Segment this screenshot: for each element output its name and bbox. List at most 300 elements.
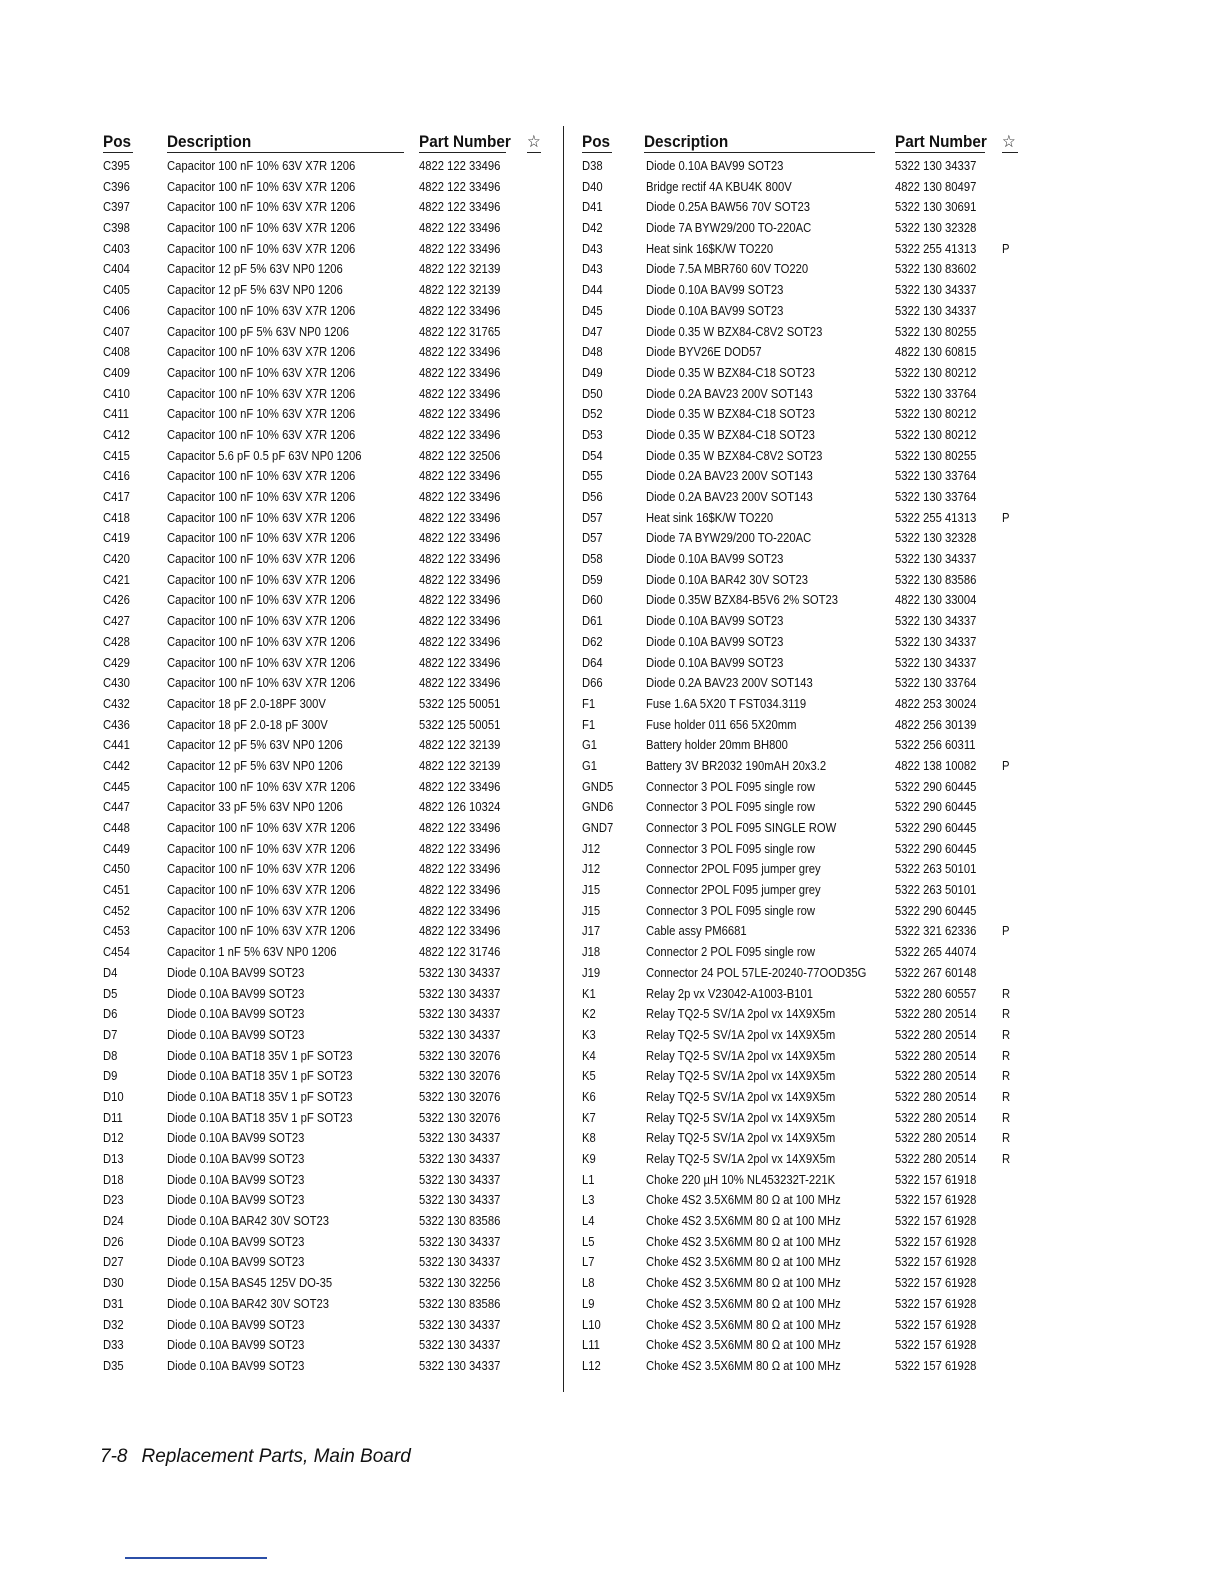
right-parts-table bbox=[582, 128, 1022, 1377]
star-icon: ☆ bbox=[1002, 132, 1016, 151]
pos-cell: K8 bbox=[582, 1131, 596, 1146]
table-row bbox=[103, 466, 543, 487]
pos-cell: D35 bbox=[103, 1358, 124, 1373]
table-row bbox=[582, 694, 1022, 715]
part-number-cell: 5322 125 50051 bbox=[419, 717, 501, 732]
table-row bbox=[582, 528, 1022, 549]
table-row bbox=[582, 1315, 1022, 1336]
part-number-cell: 4822 122 33496 bbox=[419, 924, 501, 939]
part-number-cell: 5322 130 32076 bbox=[419, 1069, 501, 1084]
part-number-cell: 5322 157 61928 bbox=[895, 1193, 977, 1208]
description-cell: Capacitor 12 pF 5% 63V NP0 1206 bbox=[167, 283, 343, 298]
description-cell: Diode 0.35W BZX84-B5V6 2% SOT23 bbox=[646, 593, 838, 608]
flag-cell: P bbox=[1002, 924, 1010, 939]
description-cell: Capacitor 100 nF 10% 63V X7R 1206 bbox=[167, 883, 356, 898]
pos-cell: F1 bbox=[582, 696, 596, 711]
part-number-cell: 5322 157 61928 bbox=[895, 1214, 977, 1229]
table-row bbox=[103, 1190, 543, 1211]
part-number-cell: 4822 122 33496 bbox=[419, 510, 501, 525]
table-row bbox=[103, 1211, 543, 1232]
table-row bbox=[582, 177, 1022, 198]
description-cell: Capacitor 100 nF 10% 63V X7R 1206 bbox=[167, 572, 356, 587]
pos-cell: L5 bbox=[582, 1234, 595, 1249]
part-number-cell: 4822 122 33496 bbox=[419, 862, 501, 877]
flag-cell: R bbox=[1002, 1131, 1011, 1146]
table-row bbox=[103, 590, 543, 611]
pos-cell: D41 bbox=[582, 200, 603, 215]
star-icon: ☆ bbox=[527, 132, 541, 151]
pos-cell: K3 bbox=[582, 1027, 596, 1042]
table-row bbox=[103, 715, 543, 736]
table-row bbox=[103, 984, 543, 1005]
pos-cell: C419 bbox=[103, 531, 130, 546]
table-row bbox=[582, 570, 1022, 591]
pos-cell: C397 bbox=[103, 200, 130, 215]
description-cell: Diode 0.10A BAV99 SOT23 bbox=[167, 1193, 305, 1208]
part-number-cell: 4822 122 33496 bbox=[419, 883, 501, 898]
description-header: Description bbox=[167, 132, 252, 151]
description-cell: Diode 0.10A BAV99 SOT23 bbox=[167, 1234, 305, 1249]
pos-cell: D49 bbox=[582, 365, 603, 380]
pos-cell: C420 bbox=[103, 552, 130, 567]
part-number-cell: 4822 122 32506 bbox=[419, 448, 501, 463]
right-table-body bbox=[582, 156, 1022, 1377]
pos-cell: C398 bbox=[103, 221, 130, 236]
table-row bbox=[582, 963, 1022, 984]
table-row bbox=[582, 466, 1022, 487]
part-number-cell: 5322 267 60148 bbox=[895, 965, 977, 980]
description-cell: Fuse 1.6A 5X20 T FST034.3119 bbox=[646, 696, 807, 711]
table-row bbox=[582, 1232, 1022, 1253]
description-cell: Heat sink 16$K/W TO220 bbox=[646, 510, 774, 525]
description-cell: Diode 0.35 W BZX84-C8V2 SOT23 bbox=[646, 448, 823, 463]
description-cell: Choke 4S2 3.5X6MM 80 Ω at 100 MHz bbox=[646, 1276, 841, 1291]
part-number-cell: 5322 130 32328 bbox=[895, 531, 977, 546]
section-number: 7-8 bbox=[100, 1446, 128, 1467]
description-cell: Relay TQ2-5 SV/1A 2pol vx 14X9X5m bbox=[646, 1110, 836, 1125]
description-cell: Relay TQ2-5 SV/1A 2pol vx 14X9X5m bbox=[646, 1089, 836, 1104]
flag-cell: P bbox=[1002, 241, 1010, 256]
part-number-cell: 5322 130 34337 bbox=[419, 1152, 501, 1166]
part-number-cell: 5322 280 20514 bbox=[895, 1089, 977, 1104]
part-number-cell: 4822 130 60815 bbox=[895, 345, 977, 360]
pos-cell: D12 bbox=[103, 1131, 124, 1146]
description-cell: Diode 0.10A BAV99 SOT23 bbox=[167, 1255, 305, 1270]
description-cell: Diode 0.2A BAV23 200V SOT143 bbox=[646, 386, 813, 401]
description-cell: Capacitor 100 nF 10% 63V X7R 1206 bbox=[167, 552, 356, 567]
part-number-cell: 4822 122 33496 bbox=[419, 365, 501, 380]
table-row bbox=[103, 1335, 543, 1356]
part-number-cell: 4822 122 33496 bbox=[419, 221, 501, 236]
pos-cell: GND5 bbox=[582, 779, 614, 794]
table-row bbox=[582, 673, 1022, 694]
pos-cell: K2 bbox=[582, 1007, 596, 1022]
pos-cell: C447 bbox=[103, 800, 130, 815]
table-row bbox=[582, 322, 1022, 343]
description-cell: Bridge rectif 4A KBU4K 800V bbox=[646, 179, 792, 194]
description-cell: Capacitor 33 pF 5% 63V NP0 1206 bbox=[167, 800, 343, 815]
table-row bbox=[103, 508, 543, 529]
description-cell: Diode 0.10A BAV99 SOT23 bbox=[167, 1317, 305, 1332]
pos-cell: K6 bbox=[582, 1089, 596, 1104]
description-cell: Diode 0.10A BAV99 SOT23 bbox=[167, 1338, 305, 1353]
table-row bbox=[103, 1004, 543, 1025]
description-cell: Connector 2 POL F095 single row bbox=[646, 945, 816, 960]
pos-cell: J17 bbox=[582, 924, 601, 939]
description-cell: Capacitor 100 nF 10% 63V X7R 1206 bbox=[167, 241, 356, 256]
pos-cell: D6 bbox=[103, 1007, 118, 1022]
table-row bbox=[582, 1170, 1022, 1191]
part-number-cell: 4822 122 33496 bbox=[419, 779, 501, 794]
pos-cell: L3 bbox=[582, 1193, 595, 1208]
description-cell: Capacitor 100 nF 10% 63V X7R 1206 bbox=[167, 221, 356, 236]
pos-cell: D38 bbox=[582, 159, 603, 173]
part-number-cell: 5322 130 34337 bbox=[419, 1193, 501, 1208]
part-number-cell: 5322 157 61928 bbox=[895, 1296, 977, 1311]
description-cell: Capacitor 100 nF 10% 63V X7R 1206 bbox=[167, 841, 356, 856]
part-number-cell: 5322 290 60445 bbox=[895, 841, 977, 856]
pos-cell: L4 bbox=[582, 1214, 595, 1229]
pos-cell: L10 bbox=[582, 1317, 601, 1332]
part-number-cell: 5322 130 80212 bbox=[895, 365, 977, 380]
description-cell: Capacitor 100 nF 10% 63V X7R 1206 bbox=[167, 924, 356, 939]
pos-cell: L8 bbox=[582, 1276, 595, 1291]
pos-cell: C445 bbox=[103, 779, 130, 794]
description-cell: Capacitor 100 nF 10% 63V X7R 1206 bbox=[167, 200, 356, 215]
part-number-cell: 5322 130 34337 bbox=[419, 986, 501, 1001]
table-row bbox=[582, 859, 1022, 880]
description-cell: Diode BYV26E DOD57 bbox=[646, 345, 762, 360]
table-row bbox=[103, 694, 543, 715]
description-cell: Capacitor 100 nF 10% 63V X7R 1206 bbox=[167, 614, 356, 629]
pos-cell: D7 bbox=[103, 1027, 118, 1042]
table-row bbox=[103, 839, 543, 860]
table-row bbox=[582, 342, 1022, 363]
description-cell: Capacitor 100 nF 10% 63V X7R 1206 bbox=[167, 490, 356, 504]
part-number-cell: 5322 130 34337 bbox=[895, 634, 977, 649]
pos-cell: G1 bbox=[582, 738, 598, 753]
table-row bbox=[103, 342, 543, 363]
pos-cell: D33 bbox=[103, 1338, 124, 1353]
description-cell: Fuse holder 011 656 5X20mm bbox=[646, 717, 797, 732]
table-row bbox=[103, 735, 543, 756]
description-cell: Relay TQ2-5 SV/1A 2pol vx 14X9X5m bbox=[646, 1048, 836, 1063]
description-cell: Diode 0.10A BAV99 SOT23 bbox=[646, 655, 784, 670]
table-row bbox=[582, 1211, 1022, 1232]
table-row bbox=[582, 549, 1022, 570]
description-cell: Diode 0.10A BAR42 30V SOT23 bbox=[646, 572, 808, 587]
pos-cell: D8 bbox=[103, 1048, 118, 1063]
table-row bbox=[582, 487, 1022, 508]
pos-cell: L11 bbox=[582, 1338, 600, 1353]
part-number-cell: 4822 122 32139 bbox=[419, 283, 501, 298]
table-row bbox=[103, 859, 543, 880]
description-cell: Relay TQ2-5 SV/1A 2pol vx 14X9X5m bbox=[646, 1027, 836, 1042]
description-cell: Capacitor 100 nF 10% 63V X7R 1206 bbox=[167, 593, 356, 608]
description-cell: Diode 0.10A BAV99 SOT23 bbox=[646, 283, 784, 298]
description-cell: Relay TQ2-5 SV/1A 2pol vx 14X9X5m bbox=[646, 1152, 836, 1166]
description-cell: Choke 4S2 3.5X6MM 80 Ω at 100 MHz bbox=[646, 1296, 841, 1311]
description-cell: Diode 0.35 W BZX84-C18 SOT23 bbox=[646, 365, 815, 380]
table-row bbox=[103, 425, 543, 446]
part-number-cell: 5322 130 33764 bbox=[895, 386, 977, 401]
table-row bbox=[582, 1356, 1022, 1377]
part-number-cell: 5322 290 60445 bbox=[895, 903, 977, 918]
description-cell: Capacitor 100 nF 10% 63V X7R 1206 bbox=[167, 386, 356, 401]
table-row bbox=[582, 984, 1022, 1005]
underline bbox=[103, 152, 133, 153]
part-number-cell: 5322 125 50051 bbox=[419, 696, 501, 711]
table-row bbox=[103, 963, 543, 984]
table-row bbox=[103, 549, 543, 570]
table-row bbox=[582, 508, 1022, 529]
pos-cell: C436 bbox=[103, 717, 130, 732]
part-number-cell: 5322 130 83602 bbox=[895, 262, 977, 277]
description-cell: Connector 3 POL F095 SINGLE ROW bbox=[646, 821, 837, 835]
part-number-cell: 5322 130 34337 bbox=[419, 965, 501, 980]
table-row bbox=[582, 1294, 1022, 1315]
pos-cell: L1 bbox=[582, 1172, 595, 1187]
pos-cell: D43 bbox=[582, 241, 603, 256]
description-cell: Capacitor 100 nF 10% 63V X7R 1206 bbox=[167, 179, 356, 194]
table-row bbox=[582, 880, 1022, 901]
description-cell: Diode 0.15A BAS45 125V DO-35 bbox=[167, 1276, 333, 1291]
description-cell: Diode 7A BYW29/200 TO-220AC bbox=[646, 531, 812, 546]
part-number-cell: 5322 130 80255 bbox=[895, 324, 977, 339]
pos-cell: D11 bbox=[103, 1110, 123, 1125]
table-row bbox=[582, 1252, 1022, 1273]
part-number-cell: 5322 130 80255 bbox=[895, 448, 977, 463]
table-row bbox=[582, 259, 1022, 280]
section-title: Replacement Parts, Main Board bbox=[141, 1446, 411, 1467]
table-row bbox=[103, 1232, 543, 1253]
table-row bbox=[582, 280, 1022, 301]
pos-cell: D57 bbox=[582, 531, 603, 546]
right-table-header bbox=[582, 128, 1022, 154]
pos-cell: C451 bbox=[103, 883, 130, 898]
pos-cell: D13 bbox=[103, 1152, 124, 1166]
underline bbox=[527, 152, 541, 153]
table-row bbox=[582, 611, 1022, 632]
table-row bbox=[103, 1170, 543, 1191]
pos-cell: D42 bbox=[582, 221, 603, 236]
table-row bbox=[582, 756, 1022, 777]
description-cell: Diode 0.10A BAR42 30V SOT23 bbox=[167, 1296, 329, 1311]
description-cell: Diode 0.2A BAV23 200V SOT143 bbox=[646, 469, 813, 484]
pos-cell: J12 bbox=[582, 841, 601, 856]
underline bbox=[644, 152, 875, 153]
part-number-cell: 5322 157 61928 bbox=[895, 1255, 977, 1270]
table-row bbox=[582, 404, 1022, 425]
part-number-cell: 5322 130 32076 bbox=[419, 1048, 501, 1063]
pos-cell: J19 bbox=[582, 965, 601, 980]
flag-cell: R bbox=[1002, 1069, 1011, 1084]
pos-cell: C448 bbox=[103, 821, 130, 835]
pos-cell: D54 bbox=[582, 448, 603, 463]
pos-cell: K4 bbox=[582, 1048, 596, 1063]
description-cell: Diode 0.10A BAV99 SOT23 bbox=[646, 634, 784, 649]
pos-cell: D57 bbox=[582, 510, 603, 525]
table-row bbox=[103, 611, 543, 632]
part-number-cell: 5322 157 61928 bbox=[895, 1234, 977, 1249]
part-number-cell: 5322 130 34337 bbox=[419, 1131, 501, 1146]
part-number-cell: 5322 280 20514 bbox=[895, 1131, 977, 1146]
description-cell: Capacitor 18 pF 2.0-18PF 300V bbox=[167, 696, 326, 711]
pos-cell: C409 bbox=[103, 365, 130, 380]
table-row bbox=[103, 156, 543, 177]
pos-header: Pos bbox=[103, 132, 132, 151]
description-cell: Diode 0.10A BAV99 SOT23 bbox=[646, 552, 784, 567]
description-cell: Capacitor 12 pF 5% 63V NP0 1206 bbox=[167, 758, 343, 773]
table-row bbox=[103, 363, 543, 384]
part-number-cell: 5322 130 33764 bbox=[895, 676, 977, 691]
description-cell: Diode 0.35 W BZX84-C18 SOT23 bbox=[646, 407, 815, 422]
pos-cell: C428 bbox=[103, 634, 130, 649]
page-footer bbox=[100, 1446, 411, 1468]
description-cell: Connector 2POL F095 jumper grey bbox=[646, 883, 821, 898]
part-number-cell: 5322 130 33764 bbox=[895, 490, 977, 504]
pos-cell: D66 bbox=[582, 676, 603, 691]
part-number-cell: 4822 122 33496 bbox=[419, 407, 501, 422]
table-row bbox=[103, 218, 543, 239]
part-number-cell: 4822 122 33496 bbox=[419, 903, 501, 918]
description-cell: Capacitor 18 pF 2.0-18 pF 300V bbox=[167, 717, 328, 732]
pos-cell: J15 bbox=[582, 903, 601, 918]
description-cell: Diode 0.10A BAV99 SOT23 bbox=[167, 1358, 305, 1373]
description-cell: Diode 0.35 W BZX84-C18 SOT23 bbox=[646, 427, 815, 442]
table-row bbox=[582, 1087, 1022, 1108]
table-row bbox=[103, 322, 543, 343]
table-row bbox=[103, 280, 543, 301]
description-cell: Relay 2p vx V23042-A1003-B101 bbox=[646, 986, 813, 1001]
table-row bbox=[103, 1128, 543, 1149]
pos-cell: J12 bbox=[582, 862, 601, 877]
table-row bbox=[103, 673, 543, 694]
table-row bbox=[582, 301, 1022, 322]
pos-cell: C405 bbox=[103, 283, 130, 298]
pos-cell: C441 bbox=[103, 738, 130, 753]
pos-cell: F1 bbox=[582, 717, 596, 732]
pos-cell: G1 bbox=[582, 758, 598, 773]
part-number-cell: 4822 122 33496 bbox=[419, 634, 501, 649]
flag-cell: R bbox=[1002, 986, 1011, 1001]
table-row bbox=[103, 632, 543, 653]
pos-cell: D26 bbox=[103, 1234, 124, 1249]
table-row bbox=[582, 735, 1022, 756]
description-cell: Diode 0.2A BAV23 200V SOT143 bbox=[646, 676, 813, 691]
part-number-cell: 5322 130 80212 bbox=[895, 427, 977, 442]
description-cell: Capacitor 1 nF 5% 63V NP0 1206 bbox=[167, 945, 337, 960]
table-row bbox=[103, 446, 543, 467]
pos-cell: D61 bbox=[582, 614, 603, 629]
flag-cell: P bbox=[1002, 758, 1010, 773]
part-number-cell: 5322 290 60445 bbox=[895, 821, 977, 835]
pos-cell: D31 bbox=[103, 1296, 124, 1311]
part-number-cell: 4822 130 33004 bbox=[895, 593, 977, 608]
pos-cell: C453 bbox=[103, 924, 130, 939]
description-cell: Diode 0.10A BAV99 SOT23 bbox=[646, 614, 784, 629]
description-cell: Capacitor 100 nF 10% 63V X7R 1206 bbox=[167, 407, 356, 422]
part-number-header: Part Number bbox=[419, 132, 511, 151]
description-cell: Capacitor 100 pF 5% 63V NP0 1206 bbox=[167, 324, 349, 339]
pos-cell: C427 bbox=[103, 614, 130, 629]
pos-cell: D59 bbox=[582, 572, 603, 587]
part-number-cell: 4822 256 30139 bbox=[895, 717, 977, 732]
table-row bbox=[582, 1004, 1022, 1025]
part-number-cell: 5322 280 60557 bbox=[895, 986, 977, 1001]
part-number-cell: 5322 130 34337 bbox=[419, 1317, 501, 1332]
part-number-cell: 5322 130 32076 bbox=[419, 1089, 501, 1104]
part-number-cell: 5322 130 34337 bbox=[419, 1338, 501, 1353]
pos-cell: D55 bbox=[582, 469, 603, 484]
pos-cell: K7 bbox=[582, 1110, 596, 1125]
part-number-cell: 4822 122 33496 bbox=[419, 345, 501, 360]
table-row bbox=[103, 1087, 543, 1108]
table-row bbox=[103, 921, 543, 942]
pos-cell: D24 bbox=[103, 1214, 124, 1229]
part-number-cell: 5322 157 61928 bbox=[895, 1317, 977, 1332]
part-number-cell: 5322 130 32256 bbox=[419, 1276, 501, 1291]
part-number-cell: 4822 122 32139 bbox=[419, 758, 501, 773]
table-row bbox=[103, 818, 543, 839]
part-number-cell: 4822 122 33496 bbox=[419, 614, 501, 629]
description-cell: Capacitor 100 nF 10% 63V X7R 1206 bbox=[167, 427, 356, 442]
pos-cell: C449 bbox=[103, 841, 130, 856]
table-row bbox=[582, 197, 1022, 218]
part-number-cell: 4822 122 33496 bbox=[419, 179, 501, 194]
table-row bbox=[582, 425, 1022, 446]
left-parts-table bbox=[103, 128, 543, 1377]
part-number-cell: 5322 255 41313 bbox=[895, 241, 977, 256]
description-cell: Choke 4S2 3.5X6MM 80 Ω at 100 MHz bbox=[646, 1358, 841, 1373]
table-row bbox=[103, 1273, 543, 1294]
table-row bbox=[103, 197, 543, 218]
underline bbox=[582, 152, 612, 153]
pos-cell: C412 bbox=[103, 427, 130, 442]
description-cell: Diode 0.10A BAT18 35V 1 pF SOT23 bbox=[167, 1069, 353, 1084]
table-row bbox=[103, 1315, 543, 1336]
part-number-cell: 4822 122 32139 bbox=[419, 738, 501, 753]
pos-cell: C396 bbox=[103, 179, 130, 194]
part-number-cell: 4822 122 33496 bbox=[419, 490, 501, 504]
pos-cell: L12 bbox=[582, 1358, 601, 1373]
description-cell: Relay TQ2-5 SV/1A 2pol vx 14X9X5m bbox=[646, 1069, 836, 1084]
pos-cell: C415 bbox=[103, 448, 130, 463]
table-row bbox=[582, 653, 1022, 674]
pos-cell: D43 bbox=[582, 262, 603, 277]
description-cell: Diode 0.10A BAV99 SOT23 bbox=[646, 303, 784, 318]
pos-cell: C417 bbox=[103, 490, 130, 504]
pos-cell: C406 bbox=[103, 303, 130, 318]
pos-cell: D62 bbox=[582, 634, 603, 649]
part-number-cell: 5322 130 32328 bbox=[895, 221, 977, 236]
description-cell: Diode 0.10A BAT18 35V 1 pF SOT23 bbox=[167, 1110, 353, 1125]
part-number-cell: 5322 130 34337 bbox=[419, 1358, 501, 1373]
flag-cell: R bbox=[1002, 1110, 1011, 1125]
table-row bbox=[582, 942, 1022, 963]
flag-cell: R bbox=[1002, 1152, 1011, 1166]
part-number-cell: 5322 280 20514 bbox=[895, 1152, 977, 1166]
flag-cell: R bbox=[1002, 1048, 1011, 1063]
part-number-cell: 4822 122 33496 bbox=[419, 572, 501, 587]
underline bbox=[1002, 152, 1018, 153]
divider bbox=[125, 1557, 267, 1559]
part-number-cell: 4822 122 33496 bbox=[419, 821, 501, 835]
table-row bbox=[103, 942, 543, 963]
part-number-cell: 5322 130 34337 bbox=[895, 283, 977, 298]
part-number-header: Part Number bbox=[895, 132, 987, 151]
table-row bbox=[582, 363, 1022, 384]
